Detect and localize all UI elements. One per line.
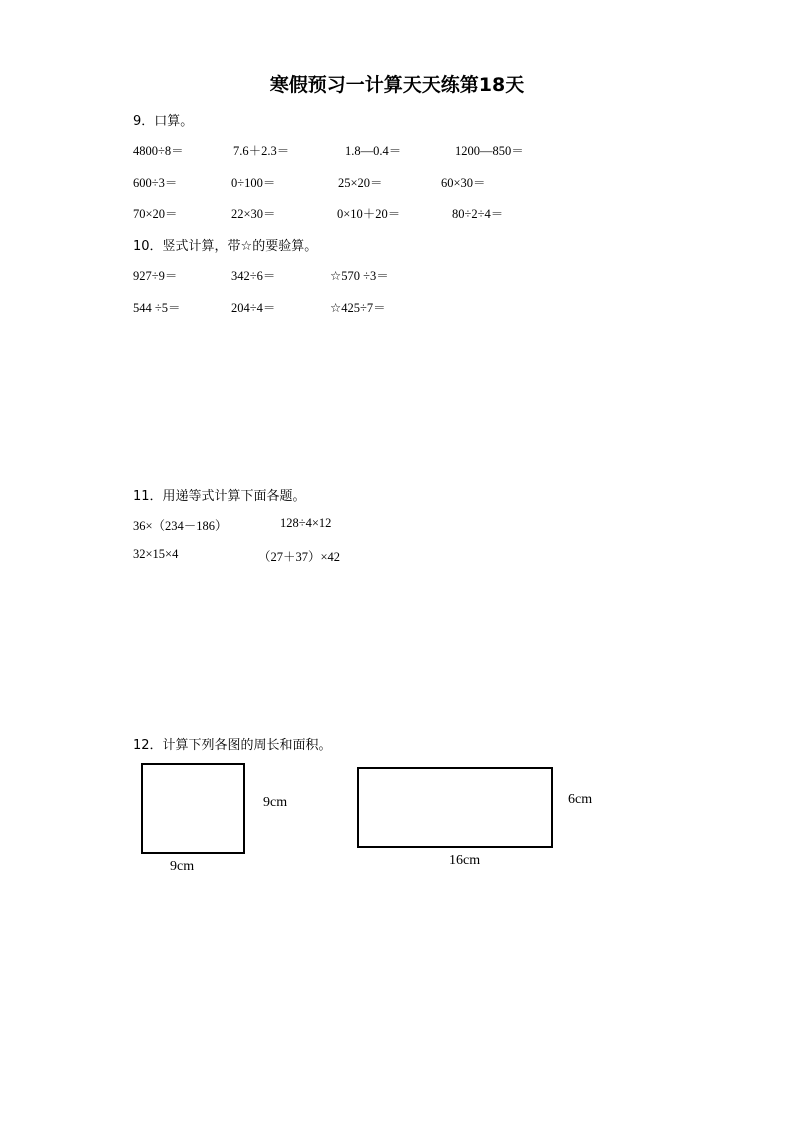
q9-item: 0×10＋20＝ [337, 207, 401, 221]
rectangle-width-label: 16cm [449, 853, 481, 868]
page-title: 寒假预习一计算天天练第18天 [269, 74, 525, 96]
rectangle-height-label: 6cm [568, 792, 593, 807]
q10-item: ☆570 ÷3＝ [330, 269, 389, 283]
q9-item: 1200—850＝ [455, 144, 524, 158]
q9-item: 4800÷8＝ [133, 144, 184, 158]
q9-item: 0÷100＝ [231, 176, 276, 190]
q9-item: 22×30＝ [231, 207, 276, 221]
q10-item: 544 ÷5＝ [133, 301, 181, 315]
q10-item: 204÷4＝ [231, 301, 276, 315]
q9-item: 80÷2÷4＝ [452, 207, 504, 221]
q10-heading: 10．竖式计算，带☆的要验算。 [133, 239, 318, 254]
square-figure [141, 763, 245, 854]
rectangle-figure [357, 767, 553, 848]
q11-item: 128÷4×12 [280, 516, 332, 530]
q9-item: 25×20＝ [338, 176, 383, 190]
q10-item: 342÷6＝ [231, 269, 276, 283]
q9-item: 1.8—0.4＝ [345, 144, 402, 158]
q11-item: 32×15×4 [133, 547, 179, 561]
square-width-label: 9cm [170, 859, 195, 874]
q9-heading: 9．口算。 [133, 114, 194, 129]
q10-item: 927÷9＝ [133, 269, 178, 283]
q12-heading: 12．计算下列各图的周长和面积。 [133, 738, 332, 753]
q11-heading: 11．用递等式计算下面各题。 [133, 489, 306, 504]
q9-item: 7.6＋2.3＝ [233, 144, 290, 158]
q9-item: 600÷3＝ [133, 176, 178, 190]
q11-item: （27＋37）×42 [258, 550, 341, 564]
square-height-label: 9cm [263, 795, 288, 810]
q11-item: 36×（234－186） [133, 519, 228, 533]
q9-item: 70×20＝ [133, 207, 178, 221]
q10-item: ☆425÷7＝ [330, 301, 386, 315]
q9-item: 60×30＝ [441, 176, 486, 190]
